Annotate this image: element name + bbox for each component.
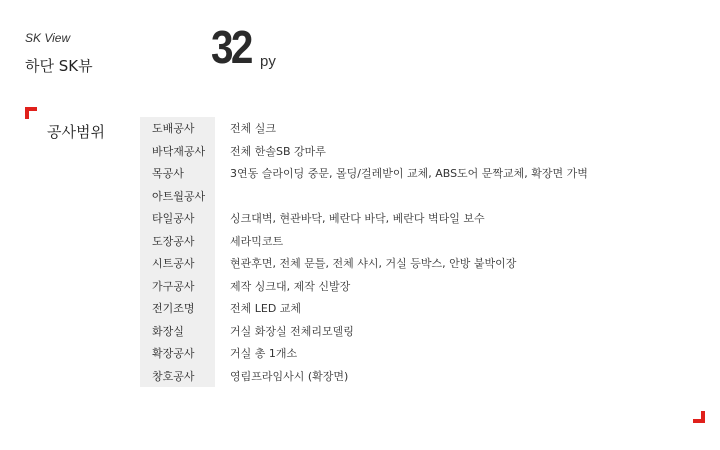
detail-cell: 전체 실크 xyxy=(230,122,277,136)
table-row xyxy=(140,252,588,275)
detail-cell: 3연동 슬라이딩 중문, 몰딩/걸레받이 교체, ABS도어 문짝교체, 확장면 가벽 xyxy=(230,167,588,181)
table-row xyxy=(140,342,588,365)
sub-label: SK View xyxy=(25,31,71,45)
detail-cell: 싱크대벽, 현관바닥, 베란다 바닥, 베란다 벽타일 보수 xyxy=(230,212,485,226)
table-row xyxy=(140,230,588,253)
table-row xyxy=(140,320,588,343)
corner-bracket-top-left xyxy=(25,107,37,119)
detail-cell: 전체 LED 교체 xyxy=(230,302,302,316)
corner-bracket-bottom-right xyxy=(693,411,705,423)
table-row xyxy=(140,275,588,298)
table-row xyxy=(140,207,588,230)
page-title: 하단 SK뷰 xyxy=(25,57,93,75)
scope-table xyxy=(140,117,588,387)
detail-cell: 거실 화장실 전체리모델링 xyxy=(230,324,354,338)
detail-cell: 거실 총 1개소 xyxy=(230,347,298,361)
category-cell: 시트공사 xyxy=(140,252,215,275)
category-cell: 타일공사 xyxy=(140,207,215,230)
detail-cell xyxy=(215,185,588,208)
detail-cell: 제작 싱크대, 제작 신발장 xyxy=(230,279,351,293)
table-row xyxy=(140,140,588,163)
size-unit: py xyxy=(260,53,276,70)
detail-cell: 전체 한솔SB 강마루 xyxy=(230,144,326,158)
detail-cell: 세라믹코트 xyxy=(230,234,284,248)
category-cell: 확장공사 xyxy=(140,342,215,365)
category-cell: 바닥재공사 xyxy=(140,140,215,163)
table-row xyxy=(140,365,588,388)
detail-cell: 현관후면, 전체 문틀, 전체 샤시, 거실 등박스, 안방 붙박이장 xyxy=(230,257,517,271)
table-row xyxy=(140,297,588,320)
detail-cell: 영림프라임사시 (확장면) xyxy=(230,369,349,383)
table-row xyxy=(140,185,588,208)
table-row xyxy=(140,162,588,185)
table-row xyxy=(140,117,588,140)
section-label: 공사범위 xyxy=(47,123,105,141)
category-cell: 화장실 xyxy=(140,320,215,343)
category-cell: 도장공사 xyxy=(140,230,215,253)
category-cell: 도배공사 xyxy=(140,117,215,140)
size-number: 32 xyxy=(211,21,251,73)
category-cell: 아트월공사 xyxy=(140,185,215,208)
category-cell: 목공사 xyxy=(140,162,215,185)
category-cell: 전기조명 xyxy=(140,297,215,320)
category-cell: 창호공사 xyxy=(140,365,215,388)
category-cell: 가구공사 xyxy=(140,275,215,298)
